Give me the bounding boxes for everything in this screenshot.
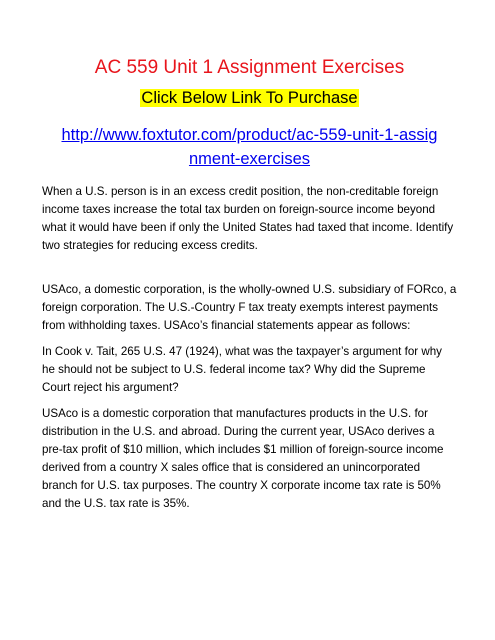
paragraph-usaco-forco: USAco, a domestic corporation, is the wholly-owned U.S. subsidiary of FORco, a foreign corporation. The U.S.-Country F tax treaty exempts interest payments from withholding taxes. USAco’s financial statements appear as follows:	[42, 283, 457, 332]
paragraph-excess-credits: When a U.S. person is in an excess credit position, the non-creditable foreign income taxes increase the total tax burden on foreign-source income beyond what it would have been if only the United States had taxed that income. Identify two strategies for reducing excess credits.	[42, 185, 454, 252]
document-title: AC 559 Unit 1 Assignment Exercises	[94, 57, 405, 78]
purchase-link[interactable]: http://www.foxtutor.com/product/ac-559-unit-1-assignment-exercises	[61, 126, 438, 168]
paragraph-usaco-branch: USAco is a domestic corporation that manufactures products in the U.S. for distribution in the U.S. and abroad. During the current year, USAco derives a pre-tax profit of $10 million, which includes $1 million of foreign-source income derived from a country X sales office that is considered an unincorporated branch for U.S. tax purposes. The country X corporate income tax rate is 50% and the U.S. tax rate is 35%.	[42, 407, 444, 510]
paragraph-cook-v-tait: In Cook v. Tait, 265 U.S. 47 (1924), what was the taxpayer’s argument for why he should not be subject to U.S. federal income tax? Why did the Supreme Court reject his argument?	[42, 345, 442, 394]
purchase-label: Click Below Link To Purchase	[141, 89, 358, 107]
purchase-banner	[42, 87, 457, 110]
